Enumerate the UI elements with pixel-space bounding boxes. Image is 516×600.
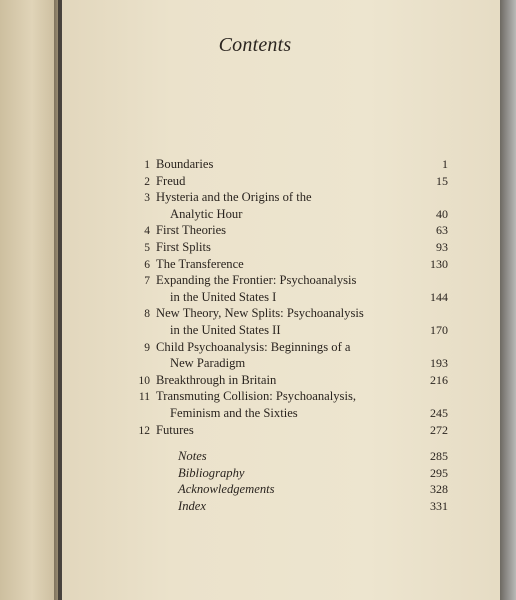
toc-entry-row xyxy=(134,422,448,439)
chapter-number: 2 xyxy=(144,175,150,188)
toc-entry-row xyxy=(134,156,448,173)
chapter-page-number: 272 xyxy=(430,422,448,437)
chapter-page-number: 63 xyxy=(436,223,448,238)
chapter-title: in the United States II xyxy=(170,322,281,337)
toc-entry-row xyxy=(134,289,448,306)
back-matter-list xyxy=(134,448,448,514)
toc-entry-row xyxy=(134,339,448,356)
toc-entry-row xyxy=(134,372,448,389)
chapter-page-number: 144 xyxy=(430,289,448,304)
chapter-page-number: 245 xyxy=(430,405,448,420)
toc-entry-row xyxy=(134,405,448,422)
toc-entry-row xyxy=(134,256,448,273)
chapter-number: 6 xyxy=(144,258,150,271)
toc-entry-row xyxy=(134,173,448,190)
chapter-title: in the United States I xyxy=(170,289,277,304)
chapter-page-number: 216 xyxy=(430,372,448,387)
right-background xyxy=(500,0,516,600)
page-title: Contents xyxy=(218,34,292,56)
back-matter-row xyxy=(134,481,448,498)
toc-entry-row xyxy=(134,239,448,256)
chapter-title: Futures xyxy=(156,422,194,437)
contents-page xyxy=(62,0,500,600)
toc-entry-row xyxy=(134,355,448,372)
back-matter-title: Notes xyxy=(178,449,207,464)
table-of-contents xyxy=(134,156,448,514)
toc-entry-row xyxy=(134,322,448,339)
chapter-number: 12 xyxy=(138,424,150,437)
chapter-number: 8 xyxy=(144,308,150,321)
back-matter-title: Index xyxy=(178,498,206,513)
chapter-title: Analytic Hour xyxy=(170,206,243,221)
chapter-page-number: 193 xyxy=(430,356,448,371)
chapter-number: 4 xyxy=(144,225,150,238)
chapter-title: First Theories xyxy=(156,223,227,238)
chapter-page-number: 1 xyxy=(442,157,448,171)
chapter-number: 5 xyxy=(144,241,150,254)
chapter-number: 7 xyxy=(144,275,150,288)
chapter-title: Boundaries xyxy=(156,157,214,171)
toc-entry-row xyxy=(134,305,448,322)
back-matter-row xyxy=(134,448,448,465)
back-matter-page-number: 285 xyxy=(430,449,448,464)
chapter-number: 3 xyxy=(144,192,150,205)
back-matter-row xyxy=(134,465,448,482)
chapter-title: Child Psychoanalysis: Beginnings of a xyxy=(156,339,351,354)
toc-entry-row xyxy=(134,272,448,289)
chapter-page-number: 15 xyxy=(436,173,448,188)
chapter-title: Freud xyxy=(156,173,186,188)
chapter-page-number: 40 xyxy=(436,206,448,221)
chapter-title: Feminism and the Sixties xyxy=(170,405,298,420)
back-matter-page-number: 295 xyxy=(430,465,448,480)
chapter-number: 9 xyxy=(144,341,150,354)
chapter-number: 1 xyxy=(144,159,150,171)
toc-entry-row xyxy=(134,388,448,405)
chapter-page-number: 170 xyxy=(430,322,448,337)
chapter-title: The Transference xyxy=(156,256,244,271)
chapter-title: Expanding the Frontier: Psychoanalysis xyxy=(156,273,357,288)
chapter-page-number: 93 xyxy=(436,239,448,254)
toc-entry-row xyxy=(134,206,448,223)
chapter-title: Transmuting Collision: Psychoanalysis, xyxy=(156,389,357,404)
back-matter-title: Bibliography xyxy=(178,465,245,480)
back-matter-page-number: 331 xyxy=(430,498,448,513)
chapter-number: 10 xyxy=(138,374,150,387)
chapter-title: Hysteria and the Origins of the xyxy=(156,190,312,205)
back-matter-row xyxy=(134,498,448,515)
back-matter-page-number: 328 xyxy=(430,482,448,497)
chapter-title: Breakthrough in Britain xyxy=(156,372,277,387)
chapter-page-number: 130 xyxy=(430,256,448,271)
toc-entry-row xyxy=(134,189,448,206)
chapter-title: New Theory, New Splits: Psychoanalysis xyxy=(156,306,364,321)
chapter-number: 11 xyxy=(138,391,150,404)
toc-entry-row xyxy=(134,222,448,239)
chapter-title: New Paradigm xyxy=(170,356,246,371)
chapter-title: First Splits xyxy=(156,239,211,254)
left-page-edge xyxy=(0,0,58,600)
back-matter-title: Acknowledgements xyxy=(178,482,275,497)
